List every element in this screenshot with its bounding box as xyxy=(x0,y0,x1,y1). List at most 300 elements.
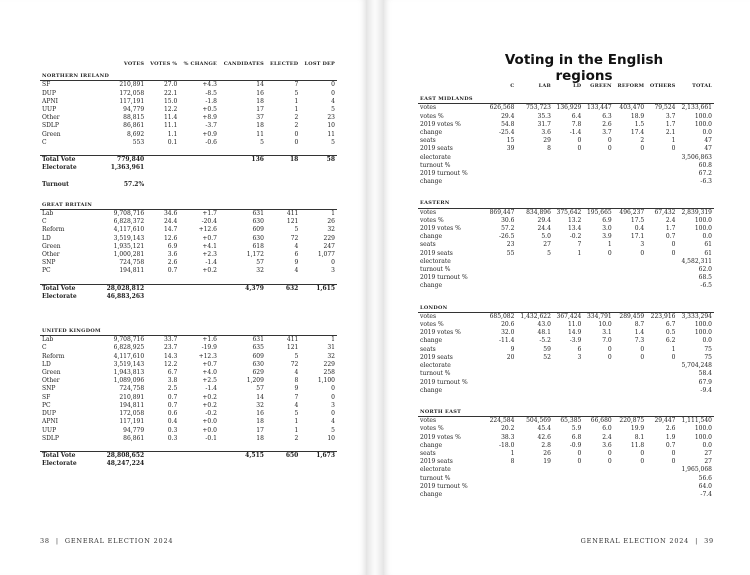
row-label: 2019 seats xyxy=(420,249,453,257)
table-cell: 16 xyxy=(256,89,264,97)
table-cell: 0 xyxy=(577,449,582,457)
row-label: seats xyxy=(420,449,436,457)
table-cell: 223,916 xyxy=(650,312,676,320)
table-cell: 13.4 xyxy=(567,225,582,233)
table-cell: 0 xyxy=(607,345,612,353)
table-cell: 39 xyxy=(506,145,515,153)
party-label: DUP xyxy=(42,89,56,97)
table-cell: 0 xyxy=(640,145,645,153)
table-cell: 17 xyxy=(256,106,264,114)
total-row xyxy=(40,284,337,293)
table-cell xyxy=(553,154,583,162)
table-cell: 1.7 xyxy=(665,225,676,233)
table-cell: 11 xyxy=(327,130,335,138)
table-cell: +0.7 xyxy=(202,360,217,368)
table-cell xyxy=(614,491,646,499)
table-cell: +0.0 xyxy=(202,418,217,426)
table-cell xyxy=(516,274,552,282)
table-cell xyxy=(646,162,677,170)
table-cell xyxy=(553,362,583,370)
table-cell: 1 xyxy=(671,345,676,353)
table-cell xyxy=(553,282,583,290)
table-cell: -8.5 xyxy=(205,89,217,97)
row-label: turnout % xyxy=(420,370,451,378)
table-cell: 5 xyxy=(294,410,299,418)
page-title: Voting in the English regions xyxy=(504,52,664,84)
party-label: UUP xyxy=(42,426,57,434)
table-cell: 23 xyxy=(327,114,335,122)
column-header xyxy=(418,82,486,90)
table-cell: 0.3 xyxy=(167,426,178,434)
table-cell xyxy=(219,460,266,468)
section-title-row xyxy=(40,68,337,81)
table-row xyxy=(40,361,337,369)
row-label: votes % xyxy=(420,425,444,433)
section-title-row xyxy=(40,197,337,210)
row-label: votes % xyxy=(420,216,444,224)
table-cell: 100.0 xyxy=(694,112,712,120)
table-cell: 0 xyxy=(671,458,676,466)
table-cell xyxy=(516,178,552,186)
table-cell: 15 xyxy=(506,137,515,145)
table-cell: 0 xyxy=(607,145,612,153)
table-cell xyxy=(486,491,516,499)
table-cell: +0.2 xyxy=(202,401,217,409)
table-cell xyxy=(516,466,552,474)
table-cell: 100.0 xyxy=(694,425,712,433)
table-row xyxy=(418,425,714,433)
table-cell: 9 xyxy=(294,385,299,393)
table-cell: -25.4 xyxy=(499,129,515,137)
table-cell: -0.6 xyxy=(205,138,217,146)
table-cell xyxy=(646,266,677,274)
row-label: 2019 seats xyxy=(420,145,453,153)
column-header: % CHANGE xyxy=(183,61,217,67)
table-cell: 10.0 xyxy=(598,321,612,329)
table-cell xyxy=(486,475,516,483)
table-row xyxy=(418,491,714,499)
row-label: 2019 seats xyxy=(420,458,453,466)
table-cell: 3,519,143 xyxy=(113,234,145,242)
table-cell xyxy=(614,266,646,274)
table-cell xyxy=(266,164,300,172)
table-cell: 34.6 xyxy=(163,210,178,218)
total-row xyxy=(40,293,337,301)
table-cell: 117,191 xyxy=(119,97,145,105)
table-cell xyxy=(646,282,677,290)
party-label: APNI xyxy=(42,418,58,426)
table-row xyxy=(40,98,337,106)
party-label: PC xyxy=(42,401,51,409)
table-cell: 61 xyxy=(704,249,712,257)
party-label: PC xyxy=(42,267,51,275)
table-cell: 19.9 xyxy=(630,425,645,433)
table-cell xyxy=(553,370,583,378)
table-cell: 18 xyxy=(256,434,264,442)
table-cell: 19 xyxy=(543,458,551,466)
table-cell xyxy=(486,170,516,178)
table-row xyxy=(418,250,714,258)
table-cell: 29,447 xyxy=(654,417,676,425)
table-row xyxy=(40,385,337,393)
table-cell: -26.5 xyxy=(499,233,515,241)
table-cell xyxy=(646,379,677,387)
table-cell: -5.2 xyxy=(539,337,551,345)
table-cell xyxy=(614,475,646,483)
table-cell xyxy=(646,475,677,483)
table-cell xyxy=(486,483,516,491)
table-row xyxy=(418,417,714,426)
table-cell: 367,424 xyxy=(556,312,582,320)
table-row xyxy=(418,379,714,387)
table-cell xyxy=(219,181,266,189)
table-row xyxy=(418,121,714,129)
table-cell xyxy=(614,483,646,491)
table-cell: -0.1 xyxy=(205,434,217,442)
table-cell: 3,506,863 xyxy=(681,153,712,161)
table-cell: 6.7 xyxy=(167,369,178,377)
table-cell: 12.2 xyxy=(163,360,178,368)
table-row xyxy=(418,434,714,442)
footer-title: GENERAL ELECTION 2024 xyxy=(64,537,174,545)
table-cell: 1 xyxy=(331,336,335,344)
table-cell: 3.6 xyxy=(541,129,551,137)
table-cell xyxy=(583,387,613,395)
table-cell xyxy=(179,156,219,165)
table-row xyxy=(40,218,337,226)
table-cell: 0 xyxy=(607,137,612,145)
column-header: VOTES xyxy=(123,61,145,67)
table-cell: 411 xyxy=(286,336,299,344)
table-cell: 4,117,610 xyxy=(113,352,145,360)
region-title-row xyxy=(418,299,714,313)
table-cell xyxy=(646,178,677,186)
footer-separator: | xyxy=(695,537,699,545)
table-row xyxy=(40,344,337,352)
table-cell: 38.3 xyxy=(501,433,515,441)
table-row xyxy=(40,369,337,377)
table-cell: 55 xyxy=(506,249,515,257)
total-row xyxy=(40,156,337,165)
table-cell: 88,815 xyxy=(123,114,145,122)
table-row xyxy=(418,466,714,474)
table-cell: 0 xyxy=(640,449,645,457)
table-cell: +4.3 xyxy=(202,81,217,89)
table-cell: 2,839,319 xyxy=(681,208,712,216)
table-cell: +2.3 xyxy=(202,251,217,259)
table-cell: 18 xyxy=(256,122,264,130)
table-cell xyxy=(614,466,646,474)
table-row xyxy=(40,90,337,98)
table-cell xyxy=(179,181,219,189)
table-cell: 5 xyxy=(331,138,335,146)
table-cell: 2.4 xyxy=(665,216,676,224)
spacer-row xyxy=(40,276,337,285)
table-cell: 6 xyxy=(294,251,299,259)
party-label: SDLP xyxy=(42,434,59,442)
table-cell xyxy=(614,170,646,178)
table-cell: +4.1 xyxy=(202,242,217,250)
table-cell: 2 xyxy=(640,137,645,145)
table-cell: 8 xyxy=(547,145,551,153)
table-cell: 4,515 xyxy=(219,451,266,460)
table-cell: 0 xyxy=(331,385,335,393)
total-label: Total Vote xyxy=(40,156,102,165)
table-cell: 22.1 xyxy=(163,89,178,97)
table-row xyxy=(418,129,714,137)
table-row xyxy=(418,225,714,233)
table-cell xyxy=(614,362,646,370)
table-cell: 7 xyxy=(577,241,582,249)
table-cell: 47 xyxy=(704,145,712,153)
table-cell: 72 xyxy=(290,234,299,242)
table-cell xyxy=(516,387,552,395)
table-cell: 26 xyxy=(543,449,551,457)
table-cell: +1.7 xyxy=(202,210,217,218)
table-cell: 11 xyxy=(256,130,264,138)
table-row xyxy=(418,312,714,321)
table-cell: 32.0 xyxy=(501,329,515,337)
table-cell xyxy=(553,162,583,170)
table-cell xyxy=(614,178,646,186)
table-cell xyxy=(614,154,646,162)
table-cell: 630 xyxy=(252,360,264,368)
table-cell: 8.7 xyxy=(634,321,645,329)
table-cell: 14 xyxy=(256,81,264,89)
table-cell: 136 xyxy=(219,156,266,165)
party-label: C xyxy=(42,138,47,146)
table-row xyxy=(40,243,337,251)
table-row xyxy=(418,346,714,354)
table-cell: 0 xyxy=(577,145,582,153)
table-cell: 3.6 xyxy=(167,251,178,259)
table-cell: 1 xyxy=(294,97,299,105)
table-cell xyxy=(646,258,677,266)
column-header xyxy=(40,60,102,68)
table-cell: 27.0 xyxy=(163,81,178,89)
table-cell: 609 xyxy=(252,352,264,360)
table-cell: 1,000,281 xyxy=(113,251,145,259)
table-row xyxy=(418,241,714,249)
table-cell: 1 xyxy=(671,137,676,145)
table-cell: 66,680 xyxy=(590,417,612,425)
uk-results-table xyxy=(40,60,337,468)
table-cell xyxy=(146,293,179,301)
row-label: votes xyxy=(420,104,437,112)
party-label: Other xyxy=(42,114,60,122)
table-cell: 4 xyxy=(294,267,299,275)
row-label: turnout % xyxy=(420,266,451,274)
table-cell xyxy=(553,170,583,178)
table-cell: 0 xyxy=(640,345,645,353)
table-cell xyxy=(179,284,219,293)
table-cell xyxy=(179,293,219,301)
table-row xyxy=(418,458,714,466)
table-cell: -0.2 xyxy=(205,410,217,418)
table-cell xyxy=(553,379,583,387)
table-cell: +0.0 xyxy=(202,426,217,434)
table-cell: 23 xyxy=(506,241,515,249)
table-cell: 334,791 xyxy=(586,312,612,320)
column-header: REFORM xyxy=(617,83,645,89)
table-cell: 3,333,294 xyxy=(681,312,712,320)
table-cell xyxy=(553,258,583,266)
table-cell: 6.9 xyxy=(167,242,178,250)
table-cell: 7.8 xyxy=(571,120,582,128)
table-cell: 4,117,610 xyxy=(113,226,145,234)
table-cell: 121 xyxy=(286,344,299,352)
table-cell: 58.4 xyxy=(698,370,712,378)
table-cell: 630 xyxy=(252,218,264,226)
table-cell xyxy=(646,170,677,178)
table-cell: 0.5 xyxy=(665,329,676,337)
table-row xyxy=(418,154,714,162)
table-cell xyxy=(516,370,552,378)
table-cell: 4 xyxy=(331,97,335,105)
table-cell: 3.6 xyxy=(602,441,612,449)
table-cell xyxy=(486,258,516,266)
table-cell xyxy=(486,387,516,395)
table-cell: 411 xyxy=(286,210,299,218)
table-cell: 2 xyxy=(294,434,299,442)
table-cell: 5 xyxy=(294,226,299,234)
row-label: seats xyxy=(420,241,436,249)
region-title: EASTERN xyxy=(418,194,714,208)
table-cell: 650 xyxy=(266,451,300,460)
party-label: APNI xyxy=(42,97,58,105)
table-cell: 1 xyxy=(294,418,299,426)
party-label: LD xyxy=(42,360,51,368)
table-cell xyxy=(583,170,613,178)
column-header: CANDIDATES xyxy=(223,61,264,67)
table-cell xyxy=(516,258,552,266)
table-cell: 1,432,622 xyxy=(520,312,551,320)
table-cell: 61 xyxy=(704,241,712,249)
table-row xyxy=(40,251,337,259)
region-title: EAST MIDLANDS xyxy=(418,90,714,104)
total-label: Electorate xyxy=(42,460,77,468)
table-cell: 32 xyxy=(256,267,264,275)
row-label: 2019 turnout % xyxy=(420,378,468,386)
table-cell: 62.0 xyxy=(698,266,712,274)
table-cell xyxy=(614,282,646,290)
table-cell: 11.8 xyxy=(630,441,645,449)
table-cell: 2.6 xyxy=(167,259,178,267)
total-row xyxy=(40,164,337,172)
section-title: UNITED KINGDOM xyxy=(40,323,337,336)
table-cell: 3.7 xyxy=(665,112,676,120)
table-cell: 631 xyxy=(252,210,264,218)
table-cell: 0 xyxy=(577,137,582,145)
table-row xyxy=(418,337,714,345)
left-page xyxy=(0,0,366,575)
row-label: electorate xyxy=(420,362,451,370)
table-cell xyxy=(146,164,179,172)
table-cell xyxy=(553,466,583,474)
table-cell xyxy=(583,370,613,378)
table-cell: 630 xyxy=(252,234,264,242)
table-cell xyxy=(583,379,613,387)
party-label: SDLP xyxy=(42,122,59,130)
spacer-row xyxy=(40,147,337,156)
column-header: ELECTED xyxy=(269,61,299,67)
row-label: change xyxy=(420,178,443,186)
table-row xyxy=(40,131,337,139)
table-cell: 43.0 xyxy=(537,321,551,329)
table-cell: 117,191 xyxy=(119,418,145,426)
section-title: GREAT BRITAIN xyxy=(40,197,337,210)
table-cell: 133,447 xyxy=(586,104,612,112)
row-label: 2019 turnout % xyxy=(420,274,468,282)
table-cell: 31.7 xyxy=(537,120,551,128)
row-label: electorate xyxy=(420,153,451,161)
table-cell xyxy=(146,284,179,293)
table-cell xyxy=(146,451,179,460)
table-row xyxy=(40,377,337,385)
row-label: change xyxy=(420,490,443,498)
row-label: 2019 turnout % xyxy=(420,482,468,490)
table-row xyxy=(40,210,337,219)
table-cell: -3.9 xyxy=(569,337,582,345)
table-row xyxy=(418,450,714,458)
table-cell xyxy=(583,178,613,186)
table-cell: 75 xyxy=(704,345,712,353)
table-cell: 20.6 xyxy=(501,321,515,329)
table-cell: 24.4 xyxy=(163,218,178,226)
total-label: Electorate xyxy=(42,292,77,300)
spacer-row xyxy=(40,301,337,323)
total-label: Total Vote xyxy=(40,451,102,460)
table-cell: 100.0 xyxy=(694,321,712,329)
table-cell: 15.0 xyxy=(163,97,178,105)
table-cell xyxy=(486,154,516,162)
table-cell: 32 xyxy=(327,226,335,234)
table-cell: 631 xyxy=(252,336,264,344)
table-cell: 9,708,716 xyxy=(113,210,145,218)
table-cell xyxy=(646,466,677,474)
table-cell: 194,811 xyxy=(119,401,145,409)
table-cell xyxy=(583,475,613,483)
table-cell: 3 xyxy=(640,241,645,249)
table-cell: 14.7 xyxy=(163,226,178,234)
table-cell: 100.0 xyxy=(694,216,712,224)
table-cell: -9.4 xyxy=(700,386,712,394)
column-header: LD xyxy=(573,83,582,89)
region-title-row xyxy=(418,194,714,208)
table-cell: 27 xyxy=(704,449,712,457)
table-cell: 6.7 xyxy=(665,321,676,329)
table-cell: 1 xyxy=(510,449,515,457)
table-cell xyxy=(486,282,516,290)
table-cell xyxy=(300,460,337,468)
table-cell xyxy=(646,274,677,282)
table-row xyxy=(418,162,714,170)
table-cell: 0.7 xyxy=(665,233,676,241)
table-cell: 57.2 xyxy=(501,225,515,233)
table-cell: 172,058 xyxy=(119,410,145,418)
table-cell: -3.7 xyxy=(205,122,217,130)
row-label: 2019 votes % xyxy=(420,225,461,233)
footer-separator: | xyxy=(55,537,59,545)
table-cell: 609 xyxy=(252,226,264,234)
table-cell: 7 xyxy=(294,81,299,89)
table-cell: 0 xyxy=(671,249,676,257)
table-cell: 0.0 xyxy=(702,441,712,449)
table-cell: 229 xyxy=(323,360,335,368)
table-cell: 5.0 xyxy=(541,233,551,241)
table-cell: 210,891 xyxy=(119,393,145,401)
table-cell: 3 xyxy=(577,353,582,361)
